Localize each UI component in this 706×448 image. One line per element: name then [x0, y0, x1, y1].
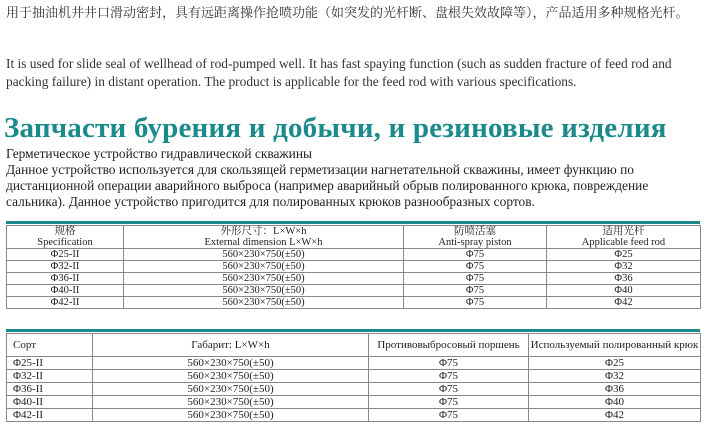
table-row	[7, 409, 701, 422]
cell-feed-rod: Φ36	[529, 383, 701, 396]
cell-spec: Φ40-II	[7, 285, 124, 297]
cell-piston: Φ75	[404, 273, 547, 285]
cell-spec: Φ25-II	[7, 249, 124, 261]
table-row	[7, 285, 701, 297]
table-row	[7, 297, 701, 309]
intro-chinese: 用于抽油机井井口滑动密封，具有远距离操作抢喷功能（如突发的光杆断、盘根失效故障等），产品适用多种规格光杆。	[6, 6, 689, 21]
header-cn: 外形尺寸：L×W×h	[220, 226, 307, 237]
spec-table-chinese-english	[6, 225, 701, 309]
cell-feed-rod: Φ32	[547, 261, 701, 273]
section-title-ru: Запчасти бурения и добычи, и резиновые изделия	[4, 112, 667, 144]
cell-spec: Φ36-II	[7, 383, 93, 396]
cell-spec: Φ42-II	[7, 297, 124, 309]
cell-piston: Φ75	[369, 396, 529, 409]
cell-feed-rod: Φ32	[529, 370, 701, 383]
cell-piston: Φ75	[369, 370, 529, 383]
table-row	[7, 357, 701, 370]
header-piston	[404, 226, 547, 249]
cell-piston: Φ75	[404, 297, 547, 309]
header-cn: 防喷活塞	[454, 226, 496, 237]
cell-feed-rod: Φ42	[529, 409, 701, 422]
cell-spec: Φ32-II	[7, 370, 93, 383]
cell-dimension: 560×230×750(±50)	[124, 285, 404, 297]
cell-dimension: 560×230×750(±50)	[93, 383, 369, 396]
cell-piston: Φ75	[369, 383, 529, 396]
cell-piston: Φ75	[404, 249, 547, 261]
table-top-rule	[6, 221, 700, 224]
table-row	[7, 273, 701, 285]
cell-feed-rod: Φ42	[547, 297, 701, 309]
header-sort: Сорт	[7, 334, 93, 357]
table-row	[7, 396, 701, 409]
product-description-ru: Данное устройство используется для скользящей герметизации нагнетательной скважины, имеет функцию по дистанционной операции аварийного выброса (например аварийный обрыв полированного крюка, повреждение сальника). Данное устройство пригодится для полированных крюков разнообразных сортов.	[6, 162, 649, 209]
cell-feed-rod: Φ36	[547, 273, 701, 285]
spec-table-russian	[6, 333, 701, 422]
cell-dimension: 560×230×750(±50)	[93, 357, 369, 370]
header-dimension: Габарит: L×W×h	[93, 334, 369, 357]
product-name-ru: Герметическое устройство гидравлической скважины	[6, 146, 313, 161]
table-row	[7, 261, 701, 273]
cell-piston: Φ75	[369, 357, 529, 370]
cell-dimension: 560×230×750(±50)	[93, 396, 369, 409]
header-piston: Противовыбросовый поршень	[369, 334, 529, 357]
header-dimension	[124, 226, 404, 249]
header-specification	[7, 226, 124, 249]
table-header-row	[7, 334, 701, 357]
header-en: Applicable feed rod	[581, 237, 666, 248]
cell-feed-rod: Φ40	[529, 396, 701, 409]
cell-dimension: 560×230×750(±50)	[124, 273, 404, 285]
cell-dimension: 560×230×750(±50)	[124, 297, 404, 309]
cell-feed-rod: Φ40	[547, 285, 701, 297]
table-row	[7, 383, 701, 396]
header-en: Specification	[37, 237, 93, 248]
table-row	[7, 370, 701, 383]
header-cn: 适用光杆	[602, 226, 645, 237]
table-row	[7, 249, 701, 261]
cell-feed-rod: Φ25	[547, 249, 701, 261]
cell-dimension: 560×230×750(±50)	[93, 370, 369, 383]
cell-feed-rod: Φ25	[529, 357, 701, 370]
header-en: External dimension L×W×h	[204, 237, 323, 248]
intro-english: It is used for slide seal of wellhead of rod-pumped well. It has fast spaying function (such as sudden fracture of feed rod and packing failure) in distant operation. The product is applicable for the feed rod with various specifications.	[6, 56, 672, 89]
cell-spec: Φ32-II	[7, 261, 124, 273]
cell-dimension: 560×230×750(±50)	[124, 249, 404, 261]
cell-dimension: 560×230×750(±50)	[124, 261, 404, 273]
cell-spec: Φ40-II	[7, 396, 93, 409]
table-header-row	[7, 226, 701, 249]
cell-spec: Φ25-II	[7, 357, 93, 370]
header-en: Anti-spray piston	[438, 237, 512, 248]
header-cn: 规格	[54, 226, 76, 237]
cell-spec: Φ42-II	[7, 409, 93, 422]
cell-dimension: 560×230×750(±50)	[93, 409, 369, 422]
header-feed-rod: Используемый полированный крюк	[529, 334, 701, 357]
table-divider-rule	[6, 329, 700, 332]
cell-spec: Φ36-II	[7, 273, 124, 285]
header-feed-rod	[547, 226, 701, 249]
cell-piston: Φ75	[404, 261, 547, 273]
cell-piston: Φ75	[369, 409, 529, 422]
cell-piston: Φ75	[404, 285, 547, 297]
